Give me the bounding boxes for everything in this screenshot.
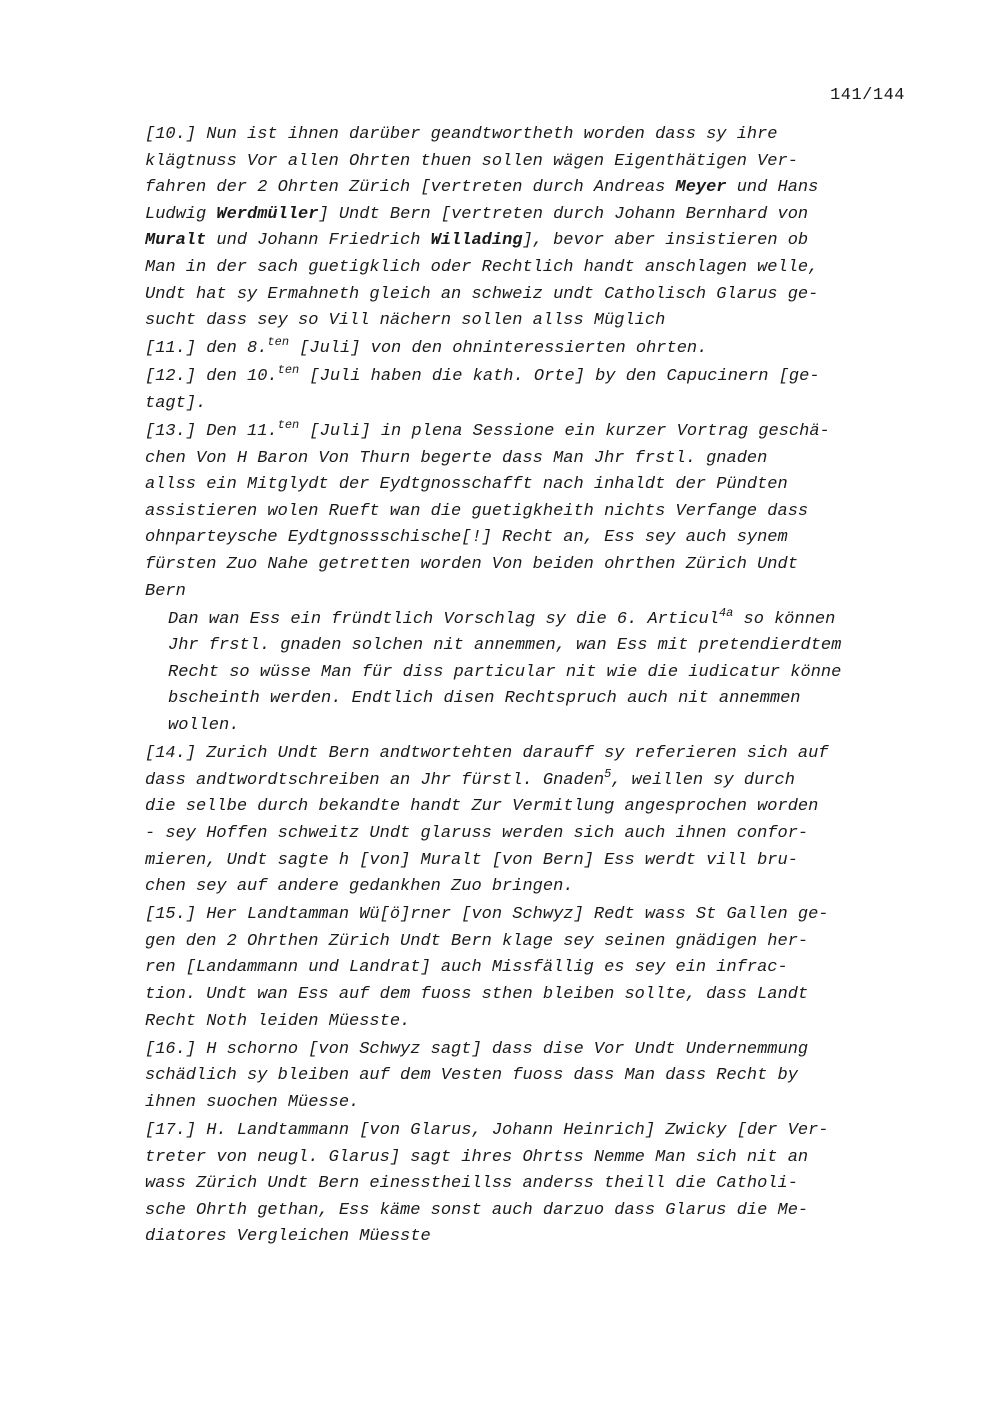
page-number: 141/144 xyxy=(830,86,905,105)
text-segment: gen den 2 Ohrthen Zürich Undt Bern klage sey seinen gnädigen her- xyxy=(145,931,809,951)
text-line xyxy=(145,255,910,282)
text-segment: die sellbe durch bekandte handt Zur Vermitlung angesprochen worden xyxy=(145,797,819,817)
text-segment: ], bevor aber insistieren ob xyxy=(522,231,809,251)
text-segment: - sey Hoffen schweitz Undt glaruss werden sich auch ihnen confor- xyxy=(145,823,809,843)
paragraph-e12 xyxy=(145,364,910,417)
text-segment: [Juli] von den ohninteressierten ohrten. xyxy=(289,339,708,359)
text-line xyxy=(145,418,910,446)
text-segment: [Juli haben die kath. Orte] by den Capucinern [ge- xyxy=(299,367,820,387)
text-segment: Dan wan Ess ein fründtlich Vorschlag sy die 6. Articul xyxy=(168,609,719,629)
text-line xyxy=(145,579,910,606)
bold-name: Muralt xyxy=(145,231,207,251)
text-line xyxy=(145,149,910,176)
text-line xyxy=(145,766,910,795)
text-line xyxy=(145,1198,910,1225)
text-segment: fürsten Zuo Nahe getretten worden Von beiden ohrthen Zürich Undt xyxy=(145,555,798,574)
text-segment: so können xyxy=(733,609,836,629)
text-line xyxy=(145,794,910,821)
text-segment: Jhr frstl. gnaden solchen nit annemmen, wan Ess mit pretendierdtem xyxy=(168,636,842,656)
text-segment: und Hans xyxy=(726,178,819,198)
text-line xyxy=(168,633,910,660)
text-line xyxy=(145,821,910,848)
text-segment: Recht so wüsse Man für diss particular nit wie die iudicatur könne xyxy=(168,662,842,682)
text-line xyxy=(168,660,910,687)
text-line xyxy=(145,308,910,335)
text-segment: ren [Landammann und Landrat] auch Missfällig es sey ein infrac- xyxy=(145,958,788,978)
text-segment: chen Von H Baron Von Thurn begerte dass Man Jhr frstl. gnaden xyxy=(145,448,768,468)
text-line xyxy=(145,741,910,768)
superscript: ten xyxy=(267,335,290,350)
text-segment: assistieren wolen Rueft wan die guetigkheith nichts Verfange dass xyxy=(145,501,809,521)
text-line xyxy=(145,982,910,1009)
paragraph-e11 xyxy=(145,336,910,363)
text-segment: wass Zürich Undt Bern einesstheillss anderss theill die Catholi- xyxy=(145,1174,798,1194)
text-segment: [13.] Den 11. xyxy=(145,422,278,442)
text-line xyxy=(145,1090,910,1117)
text-segment: bscheinth werden. Endtlich disen Rechtspruch auch nit annemmen xyxy=(168,689,801,709)
text-line xyxy=(145,335,910,363)
text-segment: , weillen sy durch xyxy=(611,770,795,790)
document-body xyxy=(145,122,910,1252)
superscript: ten xyxy=(277,418,300,433)
text-line xyxy=(168,713,910,740)
text-line xyxy=(145,391,910,418)
bold-name: Meyer xyxy=(675,178,727,198)
text-line xyxy=(145,175,910,202)
text-line xyxy=(145,1118,910,1145)
text-segment: tion. Undt wan Ess auf dem fuoss sthen bleiben sollte, dass Landt xyxy=(145,985,809,1004)
text-line xyxy=(145,902,910,929)
text-segment: klägtnuss Vor allen Ohrten thuen sollen wägen Eigenthätigen Ver- xyxy=(145,151,798,171)
text-line xyxy=(145,929,910,956)
text-line xyxy=(145,1037,910,1064)
text-line xyxy=(145,525,910,552)
text-segment: schädlich sy bleiben auf dem Vesten fuoss dass Man dass Recht by xyxy=(145,1066,798,1086)
text-line xyxy=(145,1171,910,1198)
text-line xyxy=(145,1063,910,1090)
text-segment: fahren der 2 Ohrten Zürich [vertreten durch Andreas xyxy=(145,178,676,198)
text-segment: chen sey auf andere gedankhen Zuo bringen. xyxy=(145,877,574,897)
text-line xyxy=(145,552,910,579)
text-line xyxy=(145,1224,910,1251)
text-line xyxy=(145,874,910,901)
text-line xyxy=(145,202,910,229)
text-line xyxy=(145,1009,910,1036)
text-segment: treter von neugl. Glarus] sagt ihres Ohrtss Nemme Man sich nit an xyxy=(145,1147,809,1167)
text-segment: diatores Vergleichen Müesste xyxy=(145,1227,431,1247)
text-segment: Undt hat sy Ermahneth gleich an schweiz undt Catholisch Glarus ge- xyxy=(145,284,819,304)
text-segment: sche Ohrth gethan, Ess käme sonst auch darzuo dass Glarus die Me- xyxy=(145,1200,809,1220)
paragraph-e17 xyxy=(145,1118,910,1251)
text-segment: wollen. xyxy=(168,716,240,736)
text-line xyxy=(145,122,910,149)
text-segment: ] Undt Bern [vertreten durch Johann Bernhard von xyxy=(318,204,809,224)
text-segment: Man in der sach guetigklich oder Rechtlich handt anschlagen welle, xyxy=(145,257,819,277)
superscript: 5 xyxy=(604,766,612,781)
text-segment: [11.] den 8. xyxy=(145,339,268,359)
text-line xyxy=(145,472,910,499)
bold-name: Willading xyxy=(430,231,523,251)
paragraph-e16 xyxy=(145,1037,910,1117)
text-line xyxy=(145,228,910,255)
text-line xyxy=(145,848,910,875)
text-line xyxy=(145,1145,910,1172)
text-line xyxy=(168,607,910,634)
text-segment: [16.] H schorno [von Schwyz sagt] dass dise Vor Undt Undernemmung xyxy=(145,1039,809,1059)
paragraph-e14 xyxy=(145,741,910,901)
text-segment: ohnparteysche Eydtgnossschische[!] Recht an, Ess sey auch synem xyxy=(145,528,788,548)
text-line xyxy=(145,446,910,473)
paragraph-e13 xyxy=(145,419,910,605)
text-segment: dass andtwordtschreiben an Jhr fürstl. Gnaden xyxy=(145,770,605,790)
text-segment: [17.] H. Landtammann [von Glarus, Johann Heinrich] Zwicky [der Ver- xyxy=(145,1120,829,1140)
superscript: ten xyxy=(277,363,300,378)
text-segment: [12.] den 10. xyxy=(145,367,278,387)
text-segment: [Juli] in plena Sessione ein kurzer Vortrag geschä- xyxy=(299,422,830,442)
text-segment: Recht Noth leiden Müesste. xyxy=(145,1011,411,1031)
text-segment: [10.] Nun ist ihnen darüber geandtwortheth worden dass sy ihre xyxy=(145,125,778,144)
text-line xyxy=(145,282,910,309)
text-segment: mieren, Undt sagte h [von] Muralt [von Bern] Ess werdt vill bru- xyxy=(145,850,798,870)
text-segment: tagt]. xyxy=(145,393,207,413)
text-segment: [15.] Her Landtamman Wü[ö]rner [von Schwyz] Redt wass St Gallen ge- xyxy=(145,905,829,925)
text-line xyxy=(168,686,910,713)
bold-name: Werdmüller xyxy=(216,204,319,224)
paragraph-e10 xyxy=(145,122,910,335)
text-segment: [14.] Zurich Undt Bern andtwortehten darauff sy referieren sich auf xyxy=(145,744,829,764)
superscript: 4a xyxy=(718,605,734,620)
text-segment: Bern xyxy=(145,581,186,601)
text-segment: ihnen suochen Müesse. xyxy=(145,1092,360,1112)
text-line xyxy=(145,363,910,391)
paragraph-e13b xyxy=(145,607,910,740)
text-line xyxy=(145,955,910,982)
text-segment: sucht dass sey so Vill nächern sollen allss Müglich xyxy=(145,311,666,331)
text-segment: allss ein Mitglydt der Eydtgnosschafft nach inhaldt der Pündten xyxy=(145,475,788,495)
text-segment: und Johann Friedrich xyxy=(206,231,431,251)
text-line xyxy=(145,499,910,526)
text-segment: Ludwig xyxy=(145,204,217,224)
paragraph-e15 xyxy=(145,902,910,1035)
